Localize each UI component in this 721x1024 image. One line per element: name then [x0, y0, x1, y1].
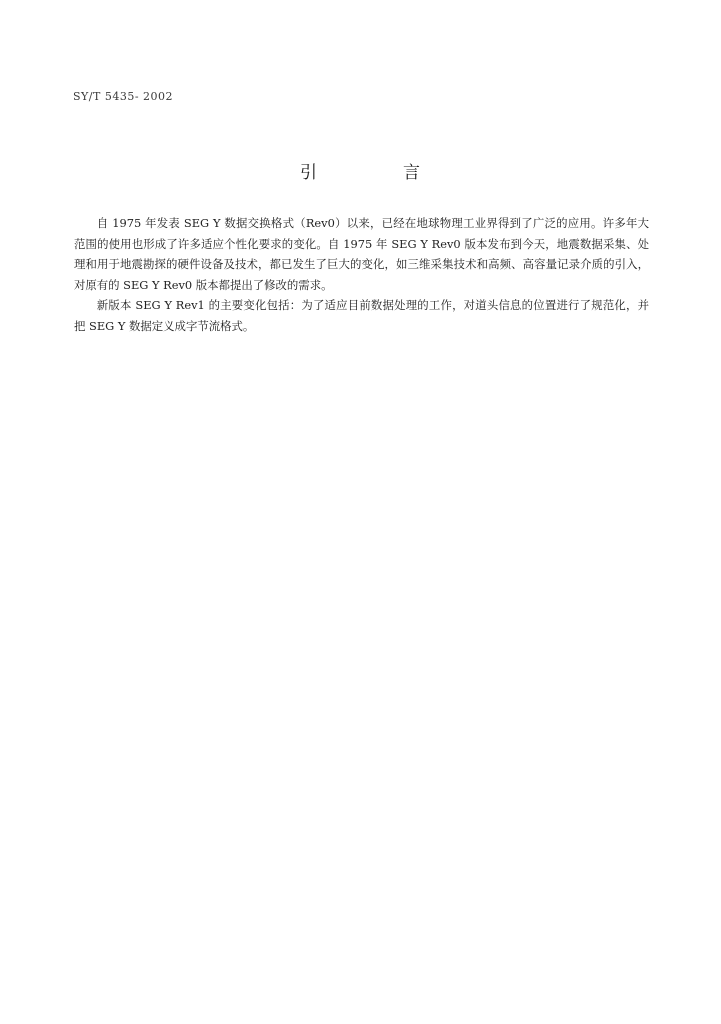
standard-code: SY/T 5435- 2002 — [73, 90, 174, 103]
section-title-char-1: 引 — [300, 163, 317, 183]
section-title-char-2: 言 — [403, 163, 420, 183]
paragraph-1: 自 1975 年发表 SEG Y 数据交换格式（Rev0）以来，已经在地球物理工业界得到了广泛的应用。许多年大范围的使用也形成了许多适应个性化要求的变化。自 1975 年 SEG Y Rev0 版本发布到今天，地震数据采集、处理和用于地震勘探的硬件设备及技术，都已发生了巨大的变化，如三维采集技术和高频、高容量记录介质的引入，对原有的 SEG Y Rev0 版本都提出了修改的需求。 — [74, 216, 649, 292]
section-title — [300, 158, 420, 183]
paragraph-2: 新版本 SEG Y Rev1 的主要变化包括：为了适应目前数据处理的工作，对道头信息的位置进行了规范化，并把 SEG Y 数据定义成字节流格式。 — [74, 298, 649, 333]
body-text — [74, 213, 649, 336]
